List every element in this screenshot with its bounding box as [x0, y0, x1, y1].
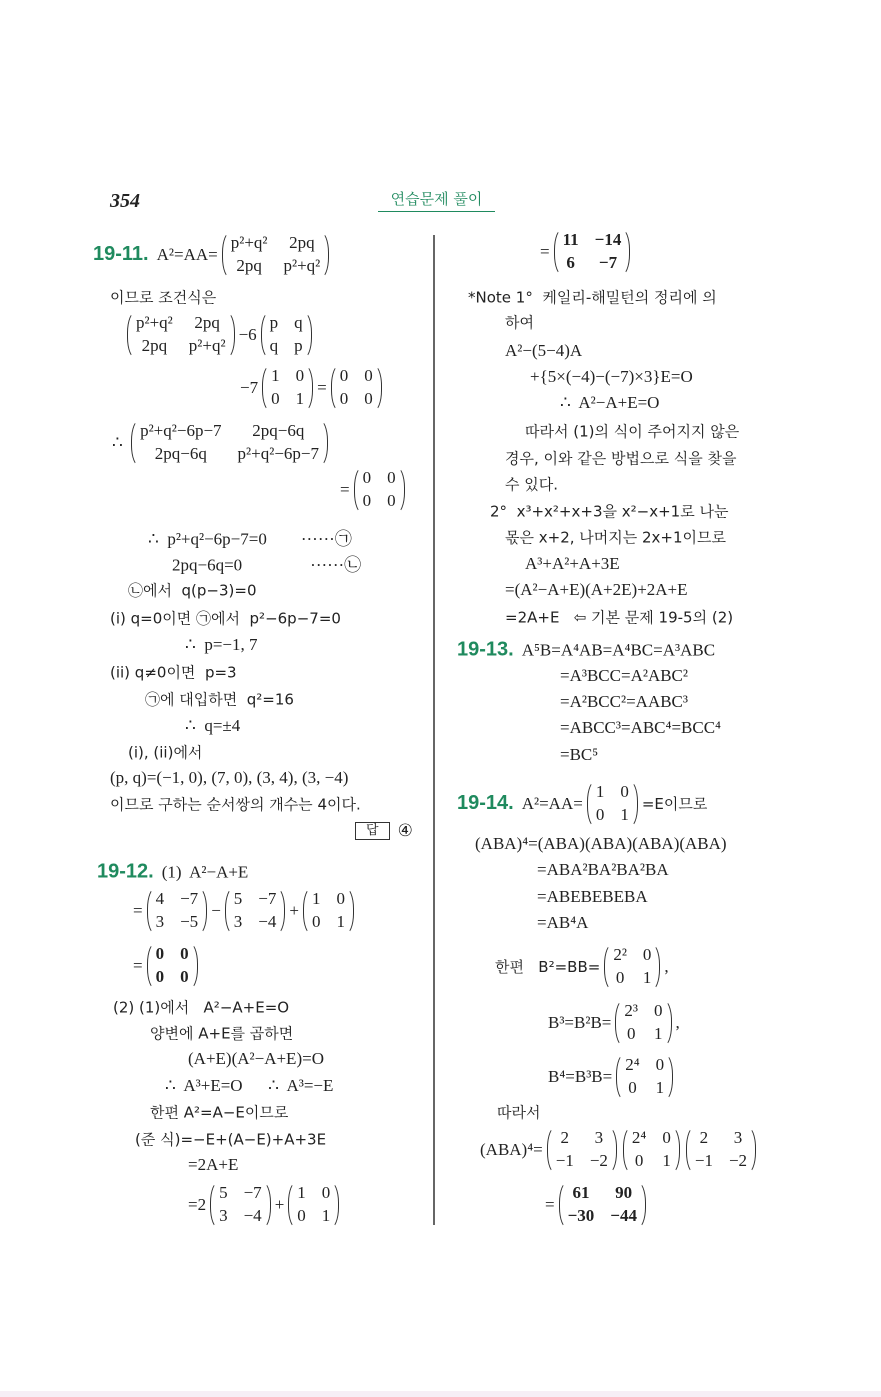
math-text: =ABCC³=ABC⁴=BCC⁴ [560, 718, 721, 737]
right-line [537, 913, 588, 933]
right-line [525, 554, 620, 574]
math-text: B³=B²B= [548, 1013, 612, 1032]
matrix [225, 887, 286, 935]
right-line [505, 607, 733, 628]
matrix-cell: 0 [155, 944, 165, 964]
matrix-cell: 3 [219, 1206, 228, 1225]
left-line [185, 635, 258, 655]
matrix-cell: 3 [155, 912, 165, 931]
matrix-cell: q [269, 336, 279, 355]
matrix [331, 364, 382, 412]
right-line [540, 228, 632, 276]
matrix-cell: −4 [243, 1206, 262, 1225]
matrix-cell: 0 [180, 944, 189, 964]
math-text: =BC⁵ [560, 745, 599, 764]
math-text: A²−(5−4)A [505, 341, 583, 360]
right-line [505, 341, 582, 361]
matrix-cell: 2pq [236, 256, 262, 275]
matrix-cell: 3 [733, 1128, 743, 1148]
math-text: = [133, 956, 143, 975]
matrix-cell: 0 [180, 967, 189, 986]
right-line [505, 448, 736, 469]
matrix-cell: 6 [566, 253, 575, 272]
matrix-cell: p²+q²−6p−7 [140, 421, 222, 441]
matrix [615, 999, 671, 1047]
matrix-cell: 0 [387, 468, 396, 488]
math-text: 따라서 [497, 1103, 541, 1122]
left-line [148, 525, 352, 550]
matrix [147, 887, 208, 935]
matrix-cell: 0 [615, 968, 625, 987]
matrix-cell: 2pq−6q [252, 421, 305, 441]
matrix [616, 1053, 673, 1101]
matrix-cell: 0 [339, 389, 349, 408]
matrix-cell: 1 [311, 889, 321, 909]
matrix-cell: 0 [321, 1183, 331, 1203]
matrix-cell: −30 [567, 1206, 595, 1225]
left-line [188, 1181, 341, 1229]
problem-number: 19-11. [93, 243, 149, 266]
left-line [112, 419, 330, 467]
matrix-cell: 0 [364, 366, 373, 386]
math-text: 이므로 조건식은 [110, 288, 217, 307]
right-line [505, 474, 558, 495]
math-text: =E이므로 [641, 795, 708, 814]
math-text: = [133, 901, 143, 920]
matrix-cell: −5 [180, 912, 199, 931]
left-line [110, 287, 216, 308]
right-line [495, 943, 669, 991]
matrix-cell: p [269, 313, 279, 333]
math-text: A²=AA= [156, 245, 218, 264]
left-line [340, 466, 407, 514]
matrix-cell: 0 [620, 782, 629, 802]
matrix-cell: 0 [297, 1206, 306, 1225]
right-line [505, 580, 688, 600]
left-line [188, 1049, 324, 1069]
math-text: (ABA)⁴= [480, 1140, 543, 1159]
math-text: 수 있다. [505, 475, 559, 494]
matrix-cell: 2 [699, 1128, 709, 1148]
matrix-cell: 1 [297, 1183, 306, 1203]
left-line [355, 821, 413, 841]
right-line [490, 501, 728, 522]
problem-number: 19-14. [457, 792, 514, 815]
matrix-cell: 2pq [141, 336, 168, 355]
left-line [172, 551, 361, 576]
math-text: +{5×(−4)−(−7)×3}E=O [530, 367, 693, 386]
matrix-cell: 2³ [624, 1001, 638, 1021]
matrix [147, 942, 198, 990]
matrix [547, 1126, 617, 1174]
matrix-cell: 0 [387, 491, 396, 510]
math-text: =2A+E ⇦ 기본 문제 19-5의 (2) [505, 608, 734, 627]
matrix-cell: p²+q² [283, 256, 321, 275]
matrix-cell: 1 [620, 805, 629, 824]
matrix-cell: 0 [628, 1078, 637, 1097]
math-text: 경우, 이와 같은 방법으로 식을 찾을 [505, 449, 737, 468]
math-text: ∴ A²−A+E=O [560, 393, 660, 412]
math-text: 한편 A²=A−E이므로 [150, 1103, 289, 1122]
right-line [497, 1102, 540, 1123]
matrix-cell: p²+q² [188, 336, 226, 355]
matrix-cell: 1 [295, 389, 305, 408]
right-line [530, 367, 693, 387]
matrix-cell: 5 [233, 889, 243, 909]
matrix-cell: 0 [271, 389, 280, 408]
matrix-cell: 1 [642, 968, 652, 987]
matrix-cell: 5 [219, 1183, 228, 1203]
problem-number: 19-13. [457, 638, 514, 661]
answer-label-box: 답 [355, 822, 390, 840]
math-text: 양변에 A+E를 곱하면 [150, 1024, 294, 1043]
matrix-cell: −7 [598, 253, 618, 272]
math-text: =(A²−A+E)(A+2E)+2A+E [505, 580, 688, 599]
matrix [131, 419, 328, 467]
left-line [110, 768, 348, 788]
math-text: 2pq−6q=0 ······㉡ [172, 555, 362, 575]
left-line [185, 716, 240, 736]
matrix-cell: 1 [662, 1151, 671, 1170]
matrix [210, 1181, 271, 1229]
matrix-cell: 0 [654, 1001, 663, 1021]
math-text: 따라서 (1)의 식이 주어지지 않은 [525, 422, 740, 441]
left-line [150, 1023, 293, 1044]
left-line [240, 364, 384, 412]
matrix-cell: 1 [655, 1078, 665, 1097]
matrix [288, 1181, 339, 1229]
matrix-cell: 1 [271, 366, 280, 386]
matrix-cell: p [294, 336, 303, 355]
matrix-cell: 2pq−6q [154, 444, 207, 463]
matrix-cell: 2pq [194, 313, 220, 333]
math-text: , [664, 957, 669, 976]
math-text: , [675, 1013, 680, 1032]
matrix-cell: 2⁴ [625, 1055, 640, 1075]
right-line [457, 780, 707, 828]
left-line [110, 794, 361, 815]
matrix-cell: −2 [589, 1151, 608, 1170]
matrix-cell: 1 [321, 1206, 331, 1225]
page-number: 354 [110, 190, 140, 212]
math-text: =A²BCC²=AABC³ [560, 692, 688, 711]
left-line [128, 580, 257, 601]
right-line [537, 887, 648, 907]
matrix-cell: q [294, 313, 303, 333]
math-text: = [340, 480, 350, 499]
math-text: = [545, 1195, 555, 1214]
left-line [165, 1076, 333, 1096]
matrix [262, 364, 313, 412]
matrix-cell: 0 [339, 366, 349, 386]
right-line [545, 1181, 648, 1229]
left-line [133, 887, 356, 935]
matrix-cell: 2pq [289, 233, 315, 253]
right-line [560, 745, 598, 765]
right-line [480, 1126, 758, 1174]
math-text: (i), (ii)에서 [128, 743, 203, 762]
math-text: 한편 B²=BB= [495, 958, 601, 977]
matrix [623, 1126, 680, 1174]
math-text: B⁴=B³B= [548, 1067, 613, 1086]
math-text: 하여 [505, 313, 534, 332]
matrix-cell: 0 [362, 468, 372, 488]
matrix-cell: 0 [362, 491, 372, 510]
matrix-cell: 0 [155, 967, 165, 986]
math-text: (i) q=0이면 ㉠에서 p²−6p−7=0 [110, 609, 341, 628]
matrix [554, 228, 631, 276]
matrix-cell: 0 [311, 912, 321, 931]
math-text: ㉠에 대입하면 q²=16 [145, 690, 294, 709]
matrix-cell: 0 [662, 1128, 671, 1148]
matrix-cell: 0 [295, 366, 305, 386]
matrix-cell: −1 [694, 1151, 713, 1170]
matrix [686, 1126, 756, 1174]
right-line [457, 639, 715, 662]
matrix-cell: 3 [233, 912, 243, 931]
matrix-cell: −4 [258, 912, 277, 931]
left-line [135, 1129, 326, 1150]
right-line [505, 527, 726, 548]
matrix [604, 943, 660, 991]
matrix-cell: 0 [626, 1024, 636, 1043]
left-line [133, 942, 200, 990]
right-line [560, 666, 688, 686]
right-line [548, 1053, 675, 1101]
problem-number: 19-12. [97, 860, 154, 883]
math-text: ∴ [112, 433, 128, 452]
matrix-cell: 0 [642, 945, 652, 965]
math-text: 2° x³+x²+x+3을 x²−x+1로 나눈 [490, 502, 729, 521]
right-line [475, 834, 727, 854]
matrix-cell: −7 [258, 889, 277, 909]
matrix-cell: 3 [594, 1128, 604, 1148]
matrix-cell: −1 [555, 1151, 574, 1170]
right-line [505, 312, 534, 333]
math-text: = [317, 378, 327, 397]
math-text: ④ [397, 821, 413, 840]
matrix-cell: −7 [243, 1183, 262, 1203]
math-text: =2A+E [188, 1155, 239, 1174]
matrix [127, 311, 235, 359]
math-text: 이므로 구하는 순서쌍의 개수는 4이다. [110, 795, 361, 814]
matrix [222, 231, 330, 279]
math-text: ∴ p=−1, 7 [185, 635, 258, 654]
matrix-cell: 0 [634, 1151, 644, 1170]
math-text: ∴ p²+q²−6p−7=0 ······㉠ [148, 529, 352, 549]
matrix [559, 1181, 646, 1229]
math-text: A⁵B=A⁴AB=A⁴BC=A³ABC [521, 640, 716, 659]
math-text: (p, q)=(−1, 0), (7, 0), (3, 4), (3, −4) [110, 768, 349, 787]
math-text: =2 [188, 1195, 207, 1214]
right-line [560, 718, 721, 738]
right-line [525, 421, 739, 442]
left-line [110, 608, 341, 629]
left-line [110, 662, 237, 683]
matrix-cell: 0 [336, 889, 345, 909]
left-line [113, 997, 289, 1018]
math-text: − [211, 901, 221, 920]
right-line [560, 393, 659, 413]
math-text: A²=AA= [521, 794, 583, 813]
math-text: ㉡에서 q(p−3)=0 [128, 581, 257, 600]
matrix-cell: 0 [655, 1055, 665, 1075]
matrix-cell: 2² [613, 945, 627, 965]
math-text: =ABEBEBEBA [537, 887, 648, 906]
right-line [537, 860, 669, 880]
matrix-cell: 0 [364, 389, 373, 408]
matrix-cell: 2⁴ [631, 1128, 647, 1148]
math-text: *Note 1° 케일리-해밀턴의 정리에 의 [468, 288, 717, 307]
matrix-cell: 4 [155, 889, 165, 909]
right-line [548, 999, 680, 1047]
left-line [188, 1155, 238, 1175]
math-text: ∴ A³+E=O ∴ A³=−E [165, 1076, 334, 1095]
math-text: = [540, 242, 550, 261]
matrix-cell: p²+q² [136, 313, 173, 333]
math-text: ∴ q=±4 [185, 716, 241, 735]
math-text: 몫은 x+2, 나머지는 2x+1이므로 [505, 528, 727, 547]
math-text: =ABA²BA²BA²BA [537, 860, 669, 879]
matrix [261, 311, 312, 359]
matrix [587, 780, 638, 828]
matrix-cell: −44 [610, 1206, 637, 1225]
math-text: + [289, 901, 299, 920]
matrix-cell: 90 [615, 1183, 633, 1203]
matrix [303, 887, 354, 935]
matrix-cell: 61 [572, 1183, 590, 1203]
matrix-cell: 1 [336, 912, 345, 931]
left-line [145, 689, 294, 710]
math-text: + [274, 1195, 285, 1214]
matrix-cell: 2 [560, 1128, 570, 1148]
math-text: (A+E)(A²−A+E)=O [188, 1049, 324, 1068]
math-text: −7 [240, 378, 259, 397]
matrix-cell: −2 [728, 1151, 748, 1170]
matrix-cell: 11 [562, 230, 579, 250]
left-line [97, 861, 248, 884]
math-text: (준 식)=−E+(A−E)+A+3E [135, 1130, 327, 1149]
right-line [468, 287, 717, 308]
math-text: (1) A²−A+E [161, 862, 249, 881]
math-text: −6 [238, 325, 257, 344]
matrix-cell: 1 [654, 1024, 663, 1043]
page-edge [0, 1391, 881, 1397]
left-line [128, 742, 202, 763]
column-divider [433, 235, 435, 1225]
math-text: (2) (1)에서 A²−A+E=O [113, 998, 290, 1017]
matrix [354, 466, 405, 514]
math-text: A³+A²+A+3E [525, 554, 620, 573]
math-text: =A³BCC=A²ABC² [560, 666, 688, 685]
matrix-cell: 0 [595, 805, 605, 824]
matrix-cell: −7 [180, 889, 199, 909]
left-line [125, 311, 314, 359]
matrix-cell: p²+q² [230, 233, 268, 253]
matrix-cell: p²+q²−6p−7 [237, 444, 320, 463]
left-line [93, 231, 331, 279]
section-title: 연습문제 풀이 [378, 188, 495, 212]
left-line [150, 1102, 288, 1123]
matrix-cell: −14 [594, 230, 622, 250]
math-text: (ii) q≠0이면 p=3 [110, 663, 237, 682]
math-text: =AB⁴A [537, 913, 589, 932]
matrix-cell: 1 [595, 782, 605, 802]
right-line [560, 692, 688, 712]
math-text: (ABA)⁴=(ABA)(ABA)(ABA)(ABA) [475, 834, 727, 853]
